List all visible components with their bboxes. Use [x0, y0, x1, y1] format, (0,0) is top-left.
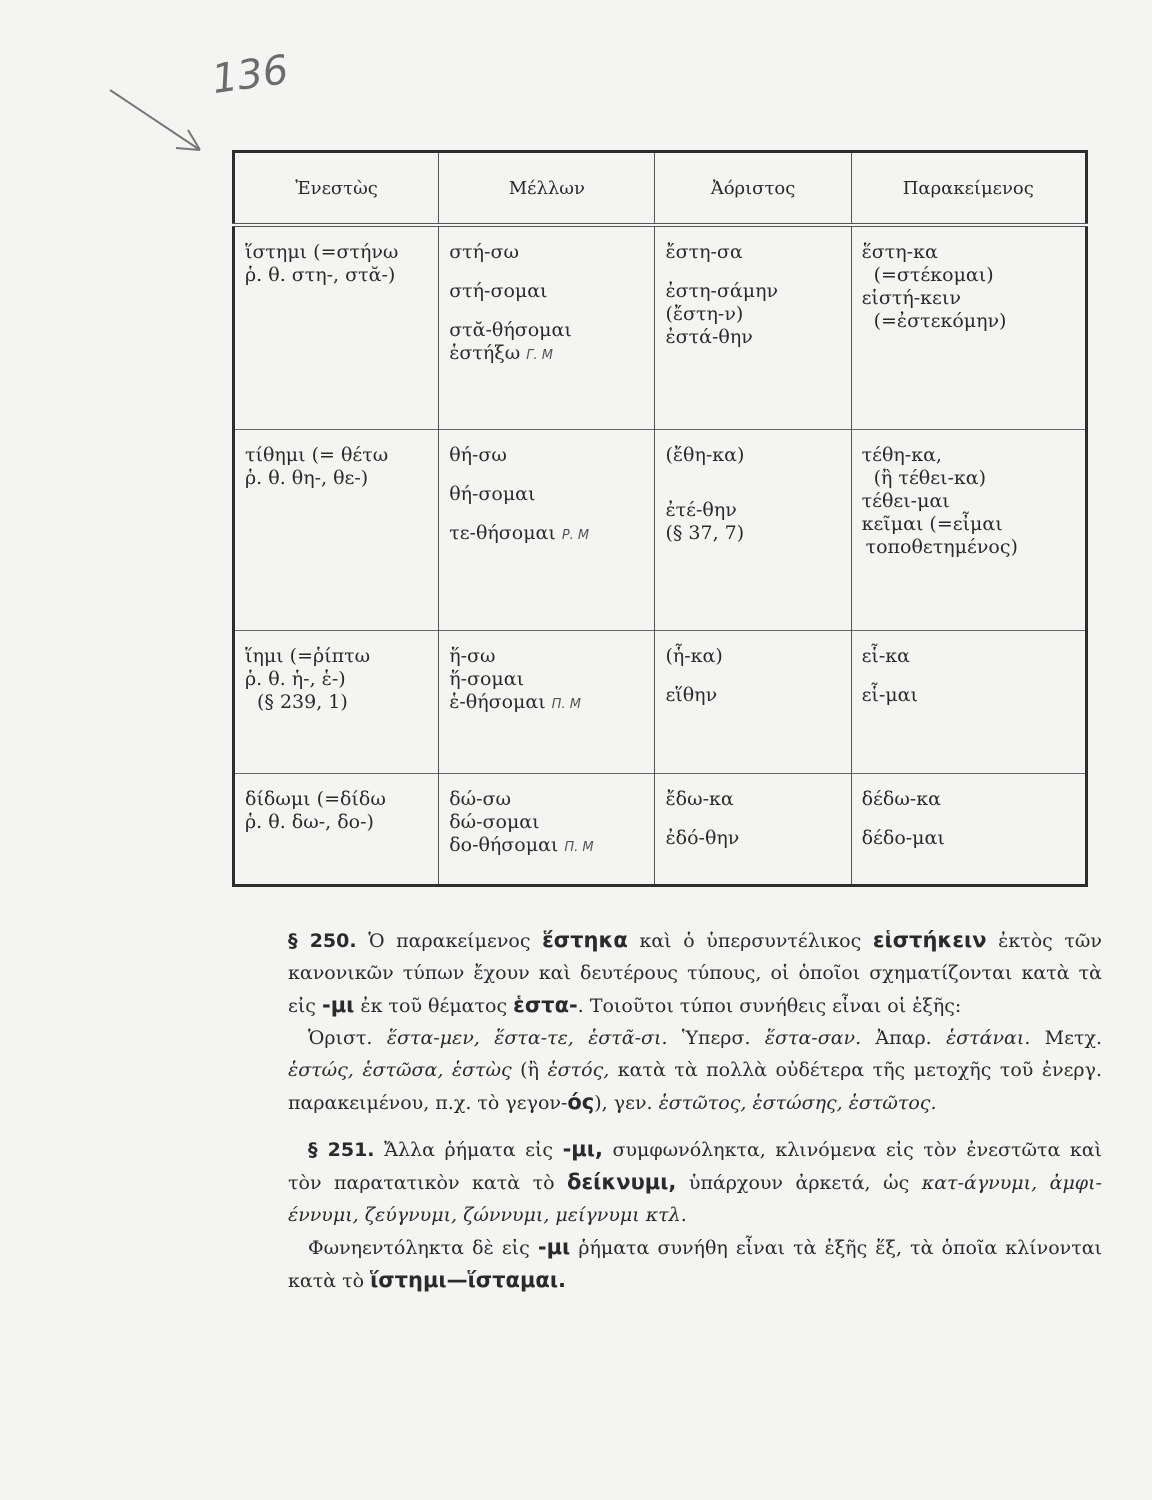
cell-line: θή-σω	[449, 444, 507, 466]
table-row	[234, 631, 1087, 774]
text-run: . Τοιοῦτοι τύποι συνήθεις εἶναι οἱ ἑξῆς:	[577, 995, 962, 1017]
text-run: ὑπάρχουν ἀρκετά, ὡς	[676, 1172, 922, 1194]
cell-present	[234, 631, 439, 774]
handwritten-mark: Π. Μ	[564, 840, 594, 855]
cell-line: ἔστη-σα	[665, 241, 743, 263]
text-run: ἐκ τοῦ θέματος	[354, 995, 514, 1017]
handwritten-mark: Ρ. Μ	[561, 528, 590, 543]
header-aorist: Ἀόριστος	[655, 152, 851, 226]
cell-line: (=στέκομαι)	[873, 264, 994, 286]
italic-run: ἑστῶτος, ἑστώσης, ἑστῶτος.	[658, 1092, 937, 1114]
cell-line: ἵστημι (=στήνω	[245, 241, 399, 263]
text-run: Ὑπερσ.	[667, 1027, 765, 1049]
italic-run: ἕστα-σαν.	[764, 1027, 862, 1049]
text-run: Ὁ παρακείμενος	[356, 930, 543, 952]
paragraph-251	[288, 1133, 1102, 1231]
cell-line	[449, 342, 646, 367]
mi-verbs-table	[232, 150, 1088, 887]
cell-perfect	[851, 631, 1086, 774]
cell-perfect	[851, 225, 1086, 430]
handwritten-mark: Γ. Μ	[526, 348, 553, 363]
text-run: Ὁριστ.	[308, 1027, 387, 1049]
cell-line: δέδω-κα	[861, 788, 941, 810]
cell-aorist	[655, 631, 851, 774]
cell-line	[449, 691, 646, 716]
paragraph-250	[288, 924, 1102, 1022]
body-text	[288, 924, 1102, 1297]
cell-perfect	[851, 430, 1086, 631]
bold-term: ἵστημι—ἵσταμαι.	[370, 1268, 567, 1292]
table-row	[234, 430, 1087, 631]
text-run: ἐκτὸς τῶν κανονικῶν τύπων ἔχουν καὶ δευτέρους τύπους, οἱ ὁποῖοι σχηματίζονται κατὰ τὰ εἰς	[288, 930, 1102, 1017]
cell-text: ἑστήξω	[449, 342, 521, 364]
handwritten-page-number: 136	[209, 46, 292, 104]
cell-line: (ἢ τέθει-κα)	[873, 467, 987, 489]
italic-run: ἑστώς, ἑστῶσα, ἑστὼς	[288, 1059, 512, 1081]
cell-line: (§ 239, 1)	[257, 691, 348, 713]
cell-line: (§ 37, 7)	[665, 522, 745, 544]
cell-line	[449, 834, 646, 859]
cell-future	[439, 774, 655, 886]
cell-line: ἐστά-θην	[665, 326, 753, 348]
paragraph-251-vowel	[288, 1231, 1102, 1297]
cell-line: ἵημι (=ῥίπτω	[245, 645, 371, 667]
cell-present	[234, 774, 439, 886]
cell-line: δέδο-μαι	[861, 827, 945, 849]
table-header-row	[234, 152, 1087, 226]
header-future: Μέλλων	[439, 152, 655, 226]
cell-line: δίδωμι (=δίδω	[245, 788, 386, 810]
cell-line: εἵθην	[665, 684, 718, 706]
cell-line: θή-σομαι	[449, 483, 536, 505]
text-run: κατὰ τὰ πολλὰ οὐδέτερα τῆς μετοχῆς τοῦ ἐνεργ. παρακειμένου, π.χ. τὸ γεγον-	[288, 1059, 1102, 1114]
bold-term: ἕστηκα	[542, 928, 628, 952]
cell-line: στᾰ-θήσομαι	[449, 319, 572, 341]
section-number: § 251.	[308, 1139, 375, 1161]
bold-term: ός	[567, 1090, 595, 1114]
text-run: (ἢ	[511, 1059, 548, 1081]
cell-line: ἥ-σω	[449, 645, 496, 667]
cell-aorist	[655, 774, 851, 886]
cell-line: ἕστη-κα	[861, 241, 938, 263]
cell-line: ῥ. θ. θη-, θε-)	[245, 467, 369, 489]
cell-future	[439, 225, 655, 430]
italic-run: ἕστα-μεν, ἕστα-τε, ἑστᾶ-σι.	[386, 1027, 668, 1049]
cell-line: ἐστη-σάμην	[665, 280, 779, 302]
bold-term: εἱστήκειν	[872, 928, 987, 952]
cell-line: (=ἐστεκόμην)	[873, 310, 1007, 332]
bold-term: δείκνυμι,	[567, 1170, 677, 1194]
handwritten-mark: Π. Μ	[551, 697, 581, 712]
text-run: Ἀπαρ.	[861, 1027, 946, 1049]
cell-line: κεῖμαι (=εἶμαι	[861, 513, 1003, 535]
cell-line: στή-σομαι	[449, 280, 548, 302]
cell-line: (ἔθη-κα)	[665, 444, 745, 466]
cell-line: ἐτέ-θην	[665, 499, 737, 521]
cell-line	[449, 522, 646, 547]
cell-present	[234, 225, 439, 430]
italic-run: ἑστός,	[547, 1059, 610, 1081]
bold-term: -μι,	[562, 1137, 603, 1161]
text-run: Ἄλλα ῥήματα εἰς	[374, 1139, 563, 1161]
text-run: καὶ ὁ ὑπερσυντέλικος	[627, 930, 873, 952]
bold-term: ἑστα-	[513, 993, 578, 1017]
text-run: συμφωνόληκτα, κλινόμενα εἰς τὸν ἐνεστῶτα καὶ τὸν παρατατικὸν κατὰ τὸ	[288, 1139, 1103, 1194]
table-row	[234, 225, 1087, 430]
handwritten-arrow-icon	[100, 80, 210, 160]
text-run: Φωνηεντόληκτα δὲ εἰς	[308, 1237, 538, 1259]
cell-present	[234, 430, 439, 631]
text-run: Μετχ.	[1030, 1027, 1103, 1049]
cell-line: ῥ. θ. στη-, στᾰ-)	[245, 264, 396, 286]
cell-perfect	[851, 774, 1086, 886]
cell-line: δώ-σω	[449, 788, 512, 810]
cell-future	[439, 631, 655, 774]
bold-term: -μι	[321, 993, 355, 1017]
cell-text: δο-θήσομαι	[449, 834, 559, 856]
cell-line: εἷ-κα	[861, 645, 911, 667]
cell-line: ἐδό-θην	[665, 827, 740, 849]
text-run: ῥήματα συνήθη εἶναι τὰ ἑξῆς ἕξ, τὰ ὁποῖα κλίνονται κατὰ τὸ	[288, 1237, 1102, 1292]
cell-text: ἑ-θήσομαι	[449, 691, 546, 713]
cell-future	[439, 430, 655, 631]
cell-line: τοποθετημένος)	[865, 536, 1018, 558]
cell-line: (ἔστη-ν)	[665, 303, 744, 325]
cell-line: δώ-σομαι	[449, 811, 540, 833]
cell-line: τίθημι (= θέτω	[245, 444, 389, 466]
cell-line: εἱστή-κειν	[861, 287, 961, 309]
cell-line: τέθει-μαι	[861, 490, 950, 512]
cell-aorist	[655, 225, 851, 430]
cell-text: τε-θήσομαι	[449, 522, 556, 544]
cell-line: ῥ. θ. ἡ-, ἑ-)	[245, 668, 346, 690]
italic-run: ἑστάναι.	[945, 1027, 1031, 1049]
cell-line: στή-σω	[449, 241, 519, 263]
italic-run: κατ-άγνυμι, ἀμφι-έννυμι, ζεύγνυμι, ζώννυμι, μείγνυμι κτλ.	[288, 1172, 1102, 1226]
cell-aorist	[655, 430, 851, 631]
header-perfect: Παρακείμενος	[851, 152, 1086, 226]
cell-line: ἥ-σομαι	[449, 668, 525, 690]
cell-line: τέθη-κα,	[861, 444, 942, 466]
cell-line: εἷ-μαι	[861, 684, 918, 706]
section-number: § 250.	[288, 930, 357, 952]
paragraph-250-forms	[288, 1022, 1102, 1119]
bold-term: -μι	[537, 1235, 571, 1259]
cell-line: (ἧ-κα)	[665, 645, 723, 667]
table-row	[234, 774, 1087, 886]
cell-line: ἔδω-κα	[665, 788, 734, 810]
text-run: ), γεν.	[594, 1092, 659, 1114]
header-present: Ἐνεστὼς	[234, 152, 439, 226]
cell-line: ῥ. θ. δω-, δο-)	[245, 811, 374, 833]
